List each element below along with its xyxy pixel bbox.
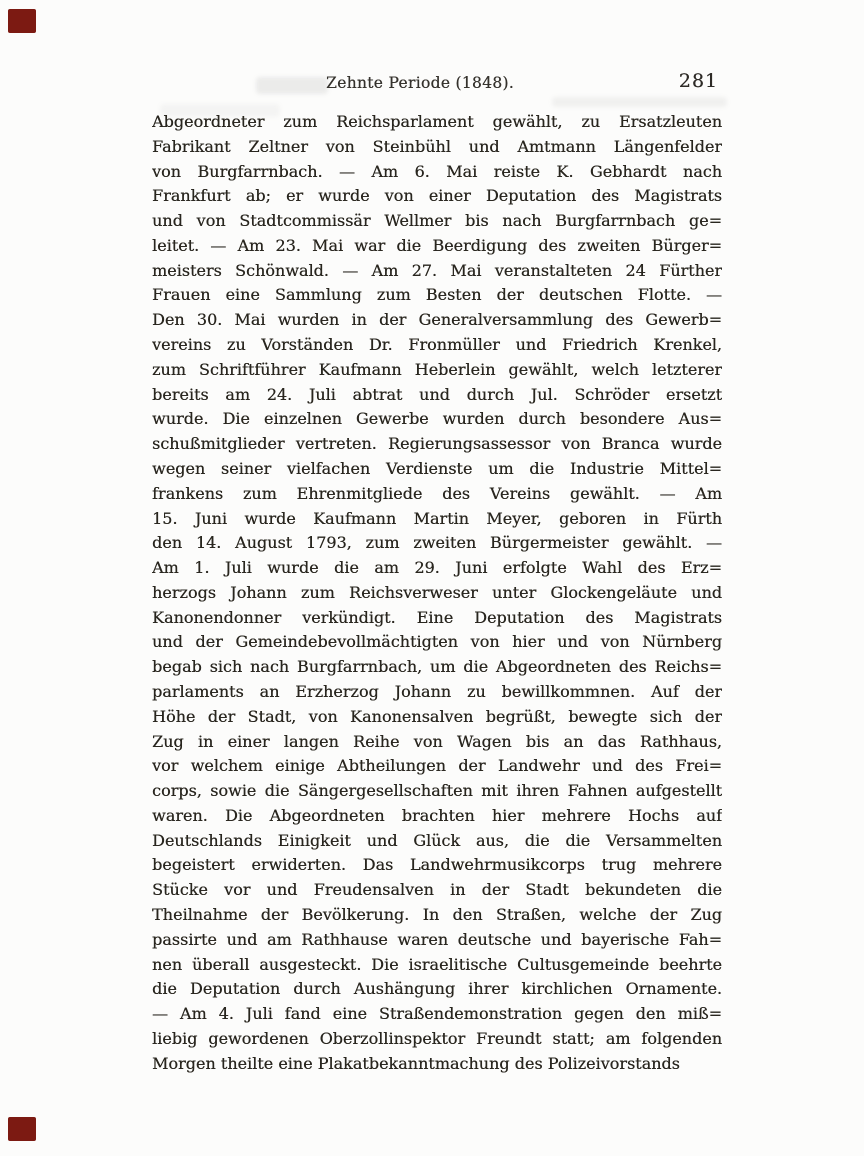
text-line: wegen seiner vielfachen Verdienste um die Industrie Mittel= — [152, 458, 722, 478]
text-line: wurde. Die einzelnen Gewerbe wurden durch besondere Aus= — [152, 409, 722, 429]
text-line: Stücke vor und Freudensalven in der Stadt bekundeten die — [152, 880, 722, 900]
text-line: nen überall ausgesteckt. Die israelitische Cultusgemeinde beehrte — [152, 954, 722, 974]
page-body — [152, 110, 722, 1076]
text-line: Frauen eine Sammlung zum Besten der deutschen Flotte. — — [152, 285, 722, 305]
text-line: waren. Die Abgeordneten brachten hier mehrere Hochs auf — [152, 805, 722, 825]
text-line: Zug in einer langen Reihe von Wagen bis an das Rathhaus, — [152, 731, 722, 751]
text-line: Morgen theilte eine Plakatbekanntmachung des Polizeivorstands — [152, 1053, 680, 1073]
text-line: von Burgfarrnbach. — Am 6. Mai reiste K. Gebhardt nach — [152, 161, 722, 181]
text-line: Abgeordneter zum Reichsparlament gewählt, zu Ersatzleuten — [152, 112, 722, 131]
page-header-title: Zehnte Periode (1848). — [326, 74, 514, 92]
text-line: begab sich nach Burgfarrnbach, um die Abgeordneten des Reichs= — [152, 657, 722, 677]
text-line: herzogs Johann zum Reichsverweser unter Glockengeläute und — [152, 582, 722, 602]
text-line: die Deputation durch Aushängung ihrer kirchlichen Ornamente. — [152, 979, 722, 999]
text-line: liebig gewordenen Oberzollinspektor Freundt statt; am folgenden — [152, 1028, 722, 1048]
text-line: bereits am 24. Juli abtrat und durch Jul. Schröder ersetzt — [152, 384, 722, 404]
text-line: 15. Juni wurde Kaufmann Martin Meyer, geboren in Fürth — [152, 508, 722, 528]
text-line: Theilnahme der Bevölkerung. In den Straßen, welche der Zug — [152, 905, 722, 924]
scan-smudge-below-page-number — [552, 97, 727, 107]
text-line: leitet. — Am 23. Mai war die Beerdigung des zweiten Bürger= — [152, 235, 722, 255]
text-line: — Am 4. Juli fand eine Straßendemonstration gegen den miß= — [152, 1004, 722, 1024]
text-line: und der Gemeindebevollmächtigten von hier und von Nürnberg — [152, 632, 722, 652]
text-line: begeistert erwiderten. Das Landwehrmusikcorps trug mehrere — [152, 855, 722, 875]
text-line: vor welchem einige Abtheilungen der Landwehr und des Frei= — [152, 756, 722, 776]
text-line: und von Stadtcommissär Wellmer bis nach Burgfarrnbach ge= — [152, 211, 722, 231]
text-line: Fabrikant Zeltner von Steinbühl und Amtmann Längenfelder — [152, 136, 722, 156]
text-line: corps, sowie die Sängergesellschaften mit ihren Fahnen aufgestellt — [152, 781, 722, 801]
scan-mark-bottom-left — [8, 1117, 36, 1141]
text-line: passirte und am Rathhause waren deutsche und bayerische Fah= — [152, 929, 722, 949]
text-line: Höhe der Stadt, von Kanonensalven begrüßt, bewegte sich der — [152, 706, 722, 726]
text-line: meisters Schönwald. — Am 27. Mai veranstalteten 24 Fürther — [152, 260, 722, 280]
scan-smudge-header-left — [256, 77, 328, 94]
text-line: parlaments an Erzherzog Johann zu bewillkommnen. Auf der — [152, 681, 722, 701]
text-line: frankens zum Ehrenmitgliede des Vereins gewählt. — Am — [152, 483, 722, 503]
text-line: Deutschlands Einigkeit und Glück aus, die die Versammelten — [152, 830, 722, 850]
text-line: Kanonendonner verkündigt. Eine Deputation des Magistrats — [152, 607, 722, 627]
text-line: Frankfurt ab; er wurde von einer Deputation des Magistrats — [152, 186, 722, 206]
running-header — [0, 0, 864, 92]
text-line: den 14. August 1793, zum zweiten Bürgermeister gewählt. — — [152, 533, 722, 553]
text-line: zum Schriftführer Kaufmann Heberlein gewählt, welch letzterer — [152, 359, 722, 379]
text-line: vereins zu Vorständen Dr. Fronmüller und Friedrich Krenkel, — [152, 335, 722, 355]
page-number: 281 — [678, 70, 718, 92]
text-line: Am 1. Juli wurde die am 29. Juni erfolgte Wahl des Erz= — [152, 558, 722, 578]
text-line: Den 30. Mai wurden in der Generalversammlung des Gewerb= — [152, 310, 722, 330]
text-line: schußmitglieder vertreten. Regierungsassessor von Branca wurde — [152, 434, 722, 454]
